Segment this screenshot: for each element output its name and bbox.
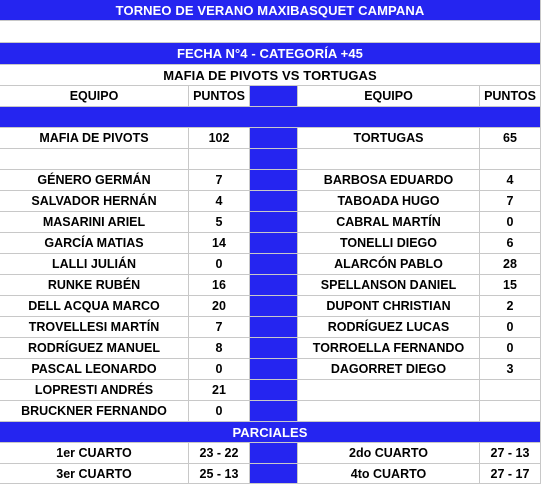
home-player-points: 7: [189, 317, 250, 338]
quarter-label: 3er CUARTO: [0, 464, 189, 484]
away-player-points: 15: [480, 275, 541, 296]
away-team-header: EQUIPO: [298, 86, 480, 107]
player-row: [0, 233, 541, 254]
home-player-points: 0: [189, 359, 250, 380]
center-divider: [250, 128, 298, 149]
home-player-name: LOPRESTI ANDRÉS: [0, 380, 189, 401]
center-divider: [250, 170, 298, 191]
home-player-points: 0: [189, 401, 250, 422]
title-row: [0, 0, 541, 21]
center-divider: [250, 359, 298, 380]
quarter-row: [0, 464, 541, 484]
away-player-points: 0: [480, 212, 541, 233]
player-row: [0, 170, 541, 191]
fecha-row: [0, 43, 541, 65]
player-row: [0, 191, 541, 212]
quarter-score: 23 - 22: [189, 443, 250, 464]
player-row: [0, 401, 541, 422]
blue-spacer-row: [0, 107, 541, 128]
home-player-points: 14: [189, 233, 250, 254]
home-team-name: MAFIA DE PIVOTS: [0, 128, 189, 149]
match-row: [0, 65, 541, 86]
away-player-points: [480, 401, 541, 422]
parciales-row: [0, 422, 541, 443]
away-player-points: [480, 380, 541, 401]
player-row: [0, 317, 541, 338]
away-player-points: 3: [480, 359, 541, 380]
away-player-name: ALARCÓN PABLO: [298, 254, 480, 275]
away-player-points: 28: [480, 254, 541, 275]
player-row: [0, 254, 541, 275]
away-player-name: DUPONT CHRISTIAN: [298, 296, 480, 317]
quarter-label: 1er CUARTO: [0, 443, 189, 464]
empty-row: [0, 149, 541, 170]
parciales-title: PARCIALES: [0, 422, 541, 443]
home-player-points: 7: [189, 170, 250, 191]
player-row: [0, 275, 541, 296]
home-points-header: PUNTOS: [189, 86, 250, 107]
player-row: [0, 338, 541, 359]
blue-spacer: [0, 107, 541, 128]
player-row: [0, 359, 541, 380]
empty-cell: [189, 149, 250, 170]
center-divider: [250, 296, 298, 317]
home-player-points: 4: [189, 191, 250, 212]
away-player-points: 6: [480, 233, 541, 254]
center-divider: [250, 401, 298, 422]
away-player-points: 2: [480, 296, 541, 317]
center-divider: [250, 275, 298, 296]
empty-cell: [480, 149, 541, 170]
blank-cell: [0, 21, 541, 43]
away-player-name: TORROELLA FERNANDO: [298, 338, 480, 359]
quarter-label: 4to CUARTO: [298, 464, 480, 484]
away-player-name: TABOADA HUGO: [298, 191, 480, 212]
home-player-points: 21: [189, 380, 250, 401]
away-player-points: 7: [480, 191, 541, 212]
home-player-points: 0: [189, 254, 250, 275]
center-divider: [250, 149, 298, 170]
empty-cell: [0, 149, 189, 170]
match-title: MAFIA DE PIVOTS VS TORTUGAS: [0, 65, 541, 86]
home-player-name: PASCAL LEONARDO: [0, 359, 189, 380]
away-player-name: SPELLANSON DANIEL: [298, 275, 480, 296]
center-divider: [250, 191, 298, 212]
away-player-name: CABRAL MARTÍN: [298, 212, 480, 233]
home-player-points: 16: [189, 275, 250, 296]
blank-row-top: [0, 21, 541, 43]
away-player-name: [298, 380, 480, 401]
home-player-points: 8: [189, 338, 250, 359]
center-divider: [250, 380, 298, 401]
home-player-points: 20: [189, 296, 250, 317]
center-divider: [250, 254, 298, 275]
quarter-label: 2do CUARTO: [298, 443, 480, 464]
home-player-points: 5: [189, 212, 250, 233]
home-player-name: GARCÍA MATIAS: [0, 233, 189, 254]
team-totals-row: [0, 128, 541, 149]
home-player-name: RUNKE RUBÉN: [0, 275, 189, 296]
away-player-name: TONELLI DIEGO: [298, 233, 480, 254]
home-player-name: RODRÍGUEZ MANUEL: [0, 338, 189, 359]
away-player-points: 0: [480, 317, 541, 338]
home-player-name: GÉNERO GERMÁN: [0, 170, 189, 191]
quarter-row: [0, 443, 541, 464]
player-row: [0, 296, 541, 317]
fecha-category: FECHA N°4 - CATEGORÍA +45: [0, 43, 541, 65]
center-divider: [250, 212, 298, 233]
away-team-name: TORTUGAS: [298, 128, 480, 149]
empty-cell: [298, 149, 480, 170]
home-player-name: DELL ACQUA MARCO: [0, 296, 189, 317]
tournament-title: TORNEO DE VERANO MAXIBASQUET CAMPANA: [0, 0, 541, 21]
home-team-points: 102: [189, 128, 250, 149]
home-player-name: LALLI JULIÁN: [0, 254, 189, 275]
away-points-header: PUNTOS: [480, 86, 541, 107]
player-row: [0, 212, 541, 233]
home-team-header: EQUIPO: [0, 86, 189, 107]
center-divider: [250, 443, 298, 464]
quarter-score: 27 - 17: [480, 464, 541, 484]
away-player-points: 0: [480, 338, 541, 359]
player-row: [0, 380, 541, 401]
center-divider: [250, 464, 298, 484]
quarter-score: 25 - 13: [189, 464, 250, 484]
home-player-name: TROVELLESI MARTÍN: [0, 317, 189, 338]
center-divider: [250, 317, 298, 338]
away-player-name: [298, 401, 480, 422]
home-player-name: MASARINI ARIEL: [0, 212, 189, 233]
header-row: [0, 86, 541, 107]
quarter-score: 27 - 13: [480, 443, 541, 464]
center-divider: [250, 338, 298, 359]
away-team-points: 65: [480, 128, 541, 149]
home-player-name: SALVADOR HERNÁN: [0, 191, 189, 212]
away-player-name: BARBOSA EDUARDO: [298, 170, 480, 191]
away-player-name: RODRÍGUEZ LUCAS: [298, 317, 480, 338]
away-player-name: DAGORRET DIEGO: [298, 359, 480, 380]
away-player-points: 4: [480, 170, 541, 191]
center-divider: [250, 86, 298, 107]
center-divider: [250, 233, 298, 254]
home-player-name: BRUCKNER FERNANDO: [0, 401, 189, 422]
